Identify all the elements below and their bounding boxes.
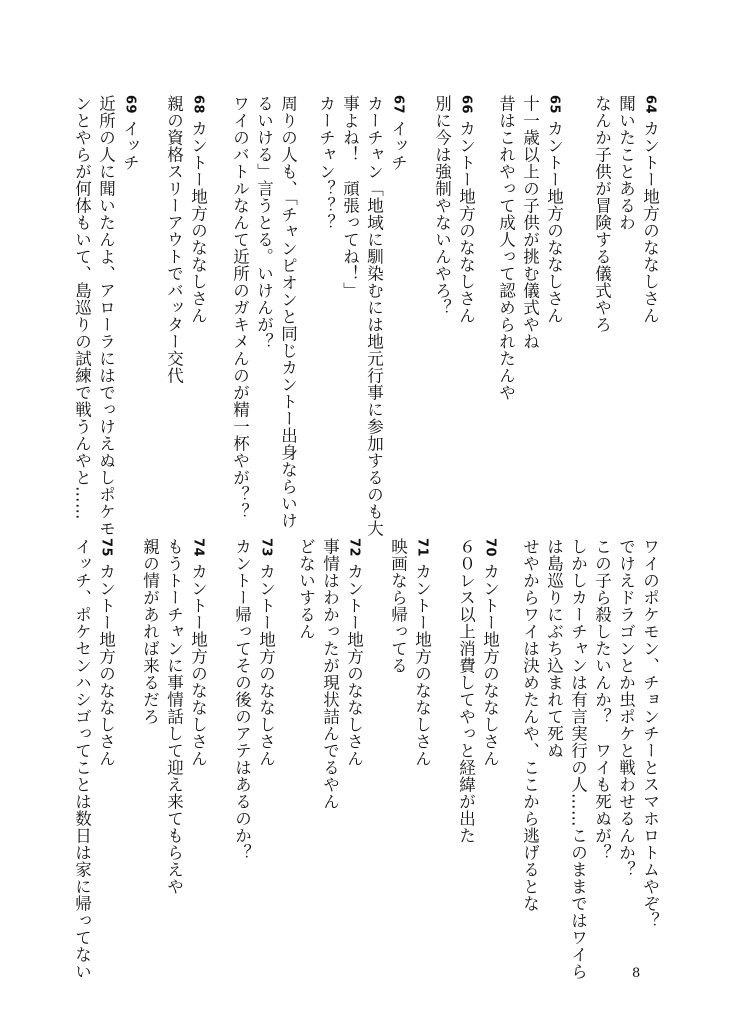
post-70-header (481, 538, 498, 767)
post-number: 71 (414, 538, 430, 558)
post-text-line: 別に今は強制やないんやろ？ (432, 95, 452, 316)
post-75-header (97, 538, 114, 767)
poster-name: カントー地方のななしさん (544, 120, 564, 325)
post-text-line: 周りの人も、「チャンピオンと同じカントー出身ならいけ (278, 95, 298, 529)
post-text-line: ワイのポケモン、チョンチーとスマホロトムやぞ？ (640, 538, 660, 929)
post-text-line: ワイのバトルなんて近所のガキメんのが精一杯やが？？ (230, 95, 250, 520)
post-67-header (389, 95, 406, 171)
post-text-line: カーチャン「地域に馴染むには地元行事に参加するのも大 (364, 95, 384, 537)
post-text-line: は島巡りにぶち込まれて死ぬ (544, 538, 564, 759)
post-text-line: 親の情があれば来るだろ (140, 538, 160, 725)
post-text-line: 昔はこれやって成人って認められたんや (496, 95, 516, 401)
post-text-line: ６０レス以上消費してやっと経緯が出た (456, 538, 476, 844)
post-74-header (189, 538, 206, 767)
poster-name: カントー地方のななしさん (96, 563, 116, 768)
post-text-line: るいける」言うとる。いけんが？ (254, 95, 274, 350)
post-65-header (545, 95, 562, 324)
poster-name: カントー地方のななしさん (344, 563, 364, 768)
poster-name: イッチ (388, 120, 408, 172)
post-text-line: 事よね！ 頑張ってね！」 (340, 95, 360, 299)
post-71-header (413, 538, 430, 767)
poster-name: カントー地方のななしさん (256, 563, 276, 768)
post-number: 68 (190, 95, 206, 115)
page-number: 8 (632, 966, 641, 981)
post-text-line: もうトーチャンに事情話して迎え来てもらえや (164, 538, 184, 895)
post-number: 75 (98, 538, 114, 558)
post-69-header (121, 95, 138, 171)
post-text-line: カントー帰ってその後のアテはあるのか？ (232, 538, 252, 861)
post-text-line: でけえドラゴンとか虫ポケと戦わせるんか？ (616, 538, 636, 878)
post-text-line: 十一歳以上の子供が挑む儀式やね (520, 95, 540, 350)
poster-name: カントー地方のななしさん (188, 120, 208, 325)
post-number: 64 (642, 95, 658, 115)
post-text-line: イッチ、ポケセンハシゴってことは数日は家に帰ってない (72, 538, 92, 980)
post-number: 74 (190, 538, 206, 558)
poster-name: カントー地方のななしさん (456, 120, 476, 325)
post-number: 70 (482, 538, 498, 558)
post-text-line: 事情はわかったが現状詰んでるやん (320, 538, 340, 810)
post-text-line: なんか子供が冒険する儀式やろ (592, 95, 612, 333)
post-text-line: 近所の人に聞いたんよ、アローラにはでっけえぬしポケモ (96, 95, 116, 537)
post-text-line: 聞いたことあるわ (616, 95, 636, 231)
post-72-header (345, 538, 362, 767)
post-text-line: 親の資格スリーアウトでバッター交代 (164, 95, 184, 384)
poster-name: イッチ (120, 120, 140, 172)
post-number: 67 (390, 95, 406, 115)
poster-name: カントー地方のななしさん (188, 563, 208, 768)
post-number: 66 (458, 95, 474, 115)
post-text-line: しかしカーチャンは有言実行の人……このままではワイら (568, 538, 588, 980)
post-text-line: どないするん (296, 538, 316, 640)
post-number: 69 (122, 95, 138, 115)
post-text-line: この子ら殺したいんか？ ワイも死ぬが？ (592, 538, 612, 861)
post-68-header (189, 95, 206, 324)
post-text-line: カーチャン？？？ (316, 95, 336, 231)
post-64-header (641, 95, 658, 324)
poster-name: カントー地方のななしさん (480, 563, 500, 768)
post-text-line: ンとやらが何体もいて、島巡りの試練で戦うんやと…… (72, 95, 92, 520)
post-number: 65 (546, 95, 562, 115)
poster-name: カントー地方のななしさん (412, 563, 432, 768)
post-66-header (457, 95, 474, 324)
post-number: 73 (258, 538, 274, 558)
post-number: 72 (346, 538, 362, 558)
post-text-line: せやからワイは決めたんや、ここから逃げるとな (520, 538, 540, 912)
poster-name: カントー地方のななしさん (640, 120, 660, 325)
post-73-header (257, 538, 274, 767)
post-text-line: 映画なら帰ってる (388, 538, 408, 674)
